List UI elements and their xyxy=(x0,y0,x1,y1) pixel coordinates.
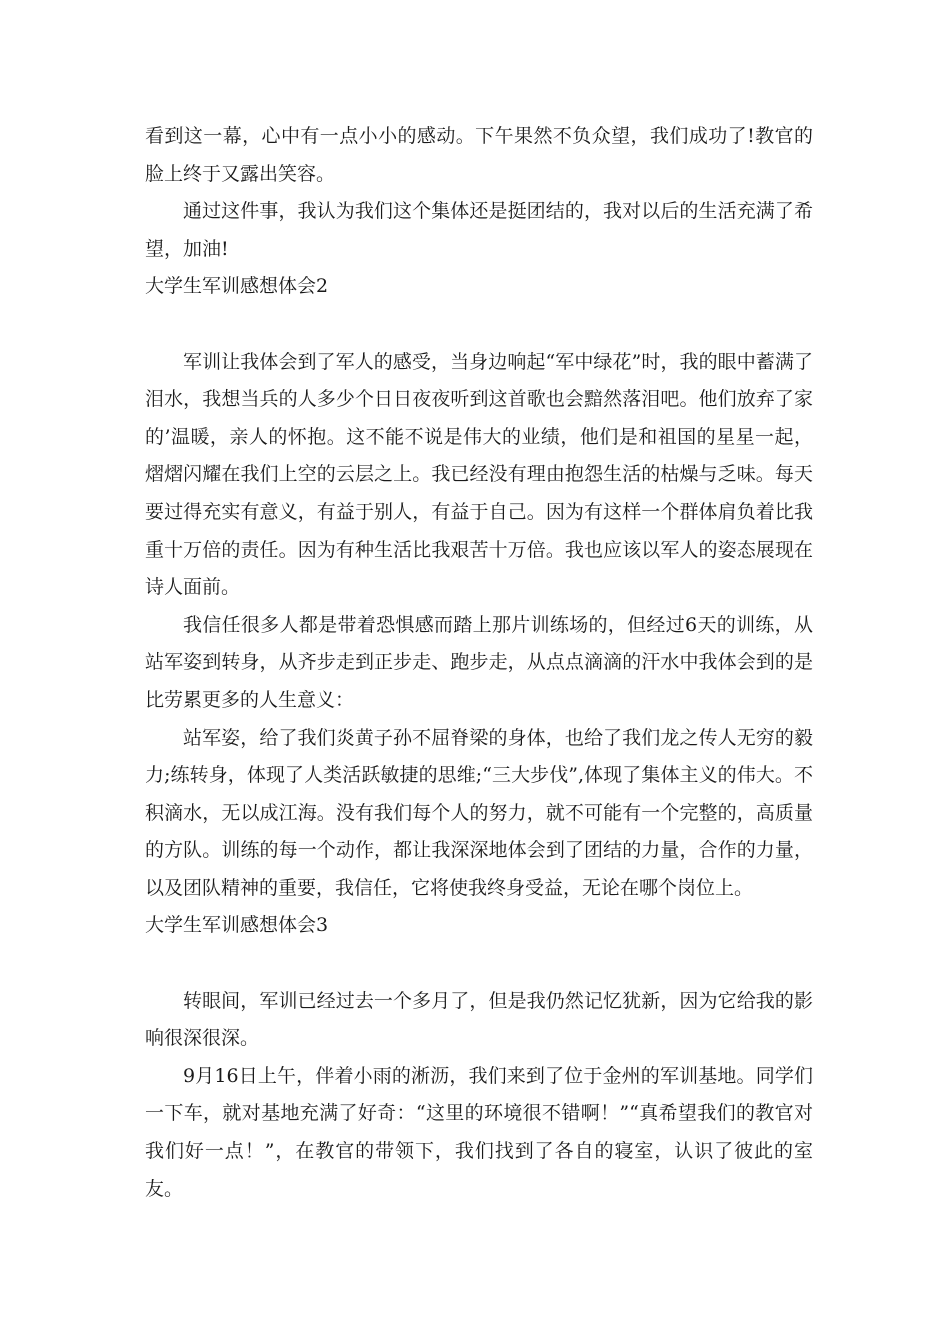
paragraph-conclusion: 通过这件事，我认为我们这个集体还是挺团结的，我对以后的生活充满了希望，加油! xyxy=(145,200,813,260)
section-heading-2: 大学生军训感想体会2 xyxy=(145,275,329,298)
paragraph: 转眼间，军训已经过去一个多月了，但是我仍然记忆犹新，因为它给我的影响很深很深。 xyxy=(145,989,813,1050)
blank-line xyxy=(145,945,813,983)
paragraph-continued: 看到这一幕，心中有一点小小的感动。下午果然不负众望，我们成功了!教官的脸上终于又露出笑容。 xyxy=(145,125,813,185)
document-body xyxy=(145,118,813,1208)
paragraph: 军训让我体会到了军人的感受，当身边响起“军中绿花”时，我的眼中蓄满了泪水，我想当兵的人多少个日日夜夜听到这首歌也会黯然落泪吧。他们放弃了家的’温暖，亲人的怀抱。这不能不说是伟大的业绩，他们是和祖国的星星一起，熠熠闪耀在我们上空的云层之上。我已经没有理由抱怨生活的枯燥与乏味。每天要过得充实有意义，有益于别人，有益于自己。因为有这样一个群体肩负着比我重十万倍的责任。因为有种生活比我艰苦十万倍。我也应该以军人的姿态展现在诗人面前。 xyxy=(145,350,813,599)
paragraph: 我信任很多人都是带着恐惧感而踏上那片训练场的，但经过6天的训练，从站军姿到转身，从齐步走到正步走、跑步走，从点点滴滴的汗水中我体会到的是比劳累更多的人生意义： xyxy=(145,613,813,711)
blank-line xyxy=(145,306,813,344)
paragraph: 9月16日上午，伴着小雨的淅沥，我们来到了位于金州的军训基地。同学们一下车，就对基地充满了好奇：“这里的环境很不错啊！”“真希望我们的教官对我们好一点！”，在教官的带领下，我们找到了各自的寝室，认识了彼此的室友。 xyxy=(145,1064,813,1200)
section-heading-3: 大学生军训感想体会3 xyxy=(145,914,329,937)
paragraph: 站军姿，给了我们炎黄子孙不屈脊梁的身体，也给了我们龙之传人无穷的毅力;练转身，体现了人类活跃敏捷的思维;“三大步伐”,体现了集体主义的伟大。不积滴水，无以成江海。没有我们每个人的努力，就不可能有一个完整的，高质量的方队。训练的每一个动作，都让我深深地体会到了团结的力量，合作的力量，以及团队精神的重要，我信任，它将使我终身受益，无论在哪个岗位上。 xyxy=(145,726,813,899)
